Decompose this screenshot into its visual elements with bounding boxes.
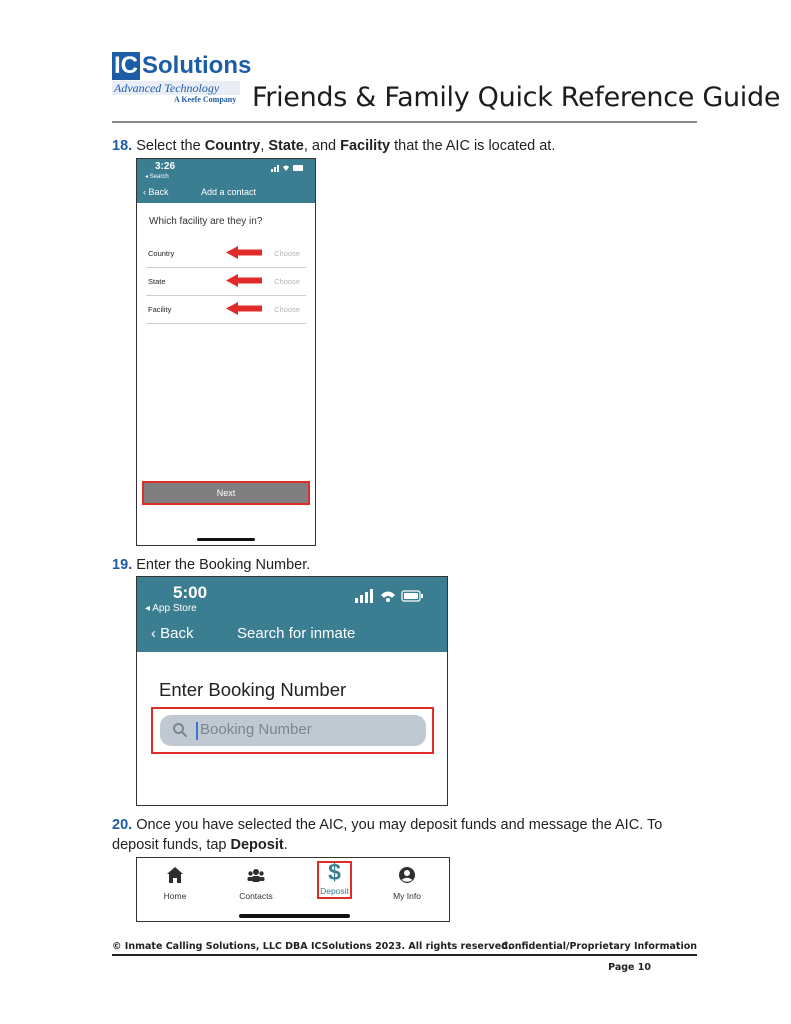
next-button[interactable]: Next xyxy=(142,481,310,505)
state-row[interactable] xyxy=(146,268,306,296)
search-icon xyxy=(172,722,188,738)
status-icons xyxy=(271,163,305,174)
chevron-left-icon: ‹ xyxy=(143,187,146,197)
copyright-notice: © Inmate Calling Solutions, LLC DBA ICSolutions 2023. All rights reserved. xyxy=(112,941,512,952)
status-bar xyxy=(137,159,315,183)
home-indicator xyxy=(239,914,350,918)
step-bold-state: State xyxy=(268,138,304,154)
step-period: . xyxy=(283,837,288,853)
step-number: 19. xyxy=(112,557,133,573)
step-text: Enter the Booking Number. xyxy=(136,557,311,573)
step-number: 20. xyxy=(112,817,133,833)
back-button[interactable] xyxy=(143,187,169,197)
home-indicator xyxy=(197,538,255,541)
tab-home[interactable] xyxy=(140,858,210,908)
icsolutions-logo xyxy=(112,52,252,104)
step-separator: , and xyxy=(303,138,337,154)
booking-number-heading: Enter Booking Number xyxy=(159,679,347,700)
input-placeholder: Booking Number xyxy=(200,721,312,738)
highlight-frame xyxy=(151,707,434,754)
app-header xyxy=(137,577,447,652)
logo-solutions-text: Solutions xyxy=(142,52,252,79)
tab-my-info[interactable] xyxy=(372,858,442,908)
row-choose[interactable]: Choose xyxy=(274,249,300,258)
search-inmate-screenshot xyxy=(136,576,448,806)
row-label: State xyxy=(148,277,166,286)
step-number: 18. xyxy=(112,138,133,154)
footer-divider xyxy=(112,954,697,956)
status-time: 3:26 xyxy=(155,161,176,172)
step-text: Once you have selected the AIC, you may deposit funds and message the AIC. To deposit funds, tap xyxy=(112,817,663,853)
confidential-notice: Confidential/Proprietary Information xyxy=(501,941,697,952)
row-choose[interactable]: Choose xyxy=(274,305,300,314)
facility-question: Which facility are they in? xyxy=(149,216,263,227)
tab-bar-screenshot xyxy=(136,857,450,922)
step-text: that the AIC is located at. xyxy=(394,138,556,154)
facility-row[interactable] xyxy=(146,296,306,324)
tab-contacts[interactable] xyxy=(221,858,291,908)
header-divider xyxy=(112,121,697,123)
back-label: Back xyxy=(148,187,169,197)
logo-company: A Keefe Company xyxy=(174,95,237,104)
back-button[interactable] xyxy=(151,625,194,642)
step-bold-country: Country xyxy=(204,138,261,154)
nav-bar xyxy=(137,183,315,203)
status-time: 5:00 xyxy=(173,583,208,602)
tab-label: Contacts xyxy=(239,891,273,901)
booking-number-input[interactable] xyxy=(160,715,426,746)
logo-tagline: Advanced Technology xyxy=(112,81,240,95)
nav-title: Search for inmate xyxy=(237,625,356,642)
red-arrow-icon xyxy=(226,274,262,287)
row-label: Country xyxy=(148,249,175,258)
step-separator: , xyxy=(260,138,265,154)
tab-deposit[interactable] xyxy=(317,861,352,899)
user-icon xyxy=(398,866,416,884)
tab-label: Deposit xyxy=(320,886,349,896)
signal-wifi-battery-icon xyxy=(355,589,425,603)
step-text: Select the xyxy=(136,138,201,154)
add-contact-screenshot xyxy=(136,158,316,546)
logo-ic-text: IC xyxy=(114,52,138,79)
country-row[interactable] xyxy=(146,240,306,268)
app-store-back-link[interactable]: ◂ App Store xyxy=(145,603,197,614)
tab-label: Home xyxy=(163,891,187,901)
step-20-instruction xyxy=(112,815,702,855)
red-arrow-icon xyxy=(226,246,262,259)
red-arrow-icon xyxy=(226,302,262,315)
page-number: Page 10 xyxy=(608,962,651,973)
text-caret xyxy=(196,722,198,740)
chevron-left-icon: ‹ xyxy=(151,625,156,642)
step-bold-facility: Facility xyxy=(340,138,391,154)
tab-label: My Info xyxy=(393,891,421,901)
home-icon xyxy=(166,866,184,884)
back-label: Back xyxy=(160,625,194,642)
row-choose[interactable]: Choose xyxy=(274,277,300,286)
step-bold-deposit: Deposit xyxy=(230,837,284,853)
contacts-icon xyxy=(247,866,265,884)
document-title: Friends & Family Quick Reference Guide xyxy=(252,82,781,113)
signal-wifi-battery-icon xyxy=(271,163,305,172)
row-label: Facility xyxy=(148,305,172,314)
dollar-icon: $ xyxy=(328,859,341,885)
step-19-instruction xyxy=(112,555,310,575)
status-back-link[interactable]: ◂ Search xyxy=(145,174,169,180)
nav-title: Add a contact xyxy=(201,187,257,197)
step-18-instruction xyxy=(112,136,555,156)
